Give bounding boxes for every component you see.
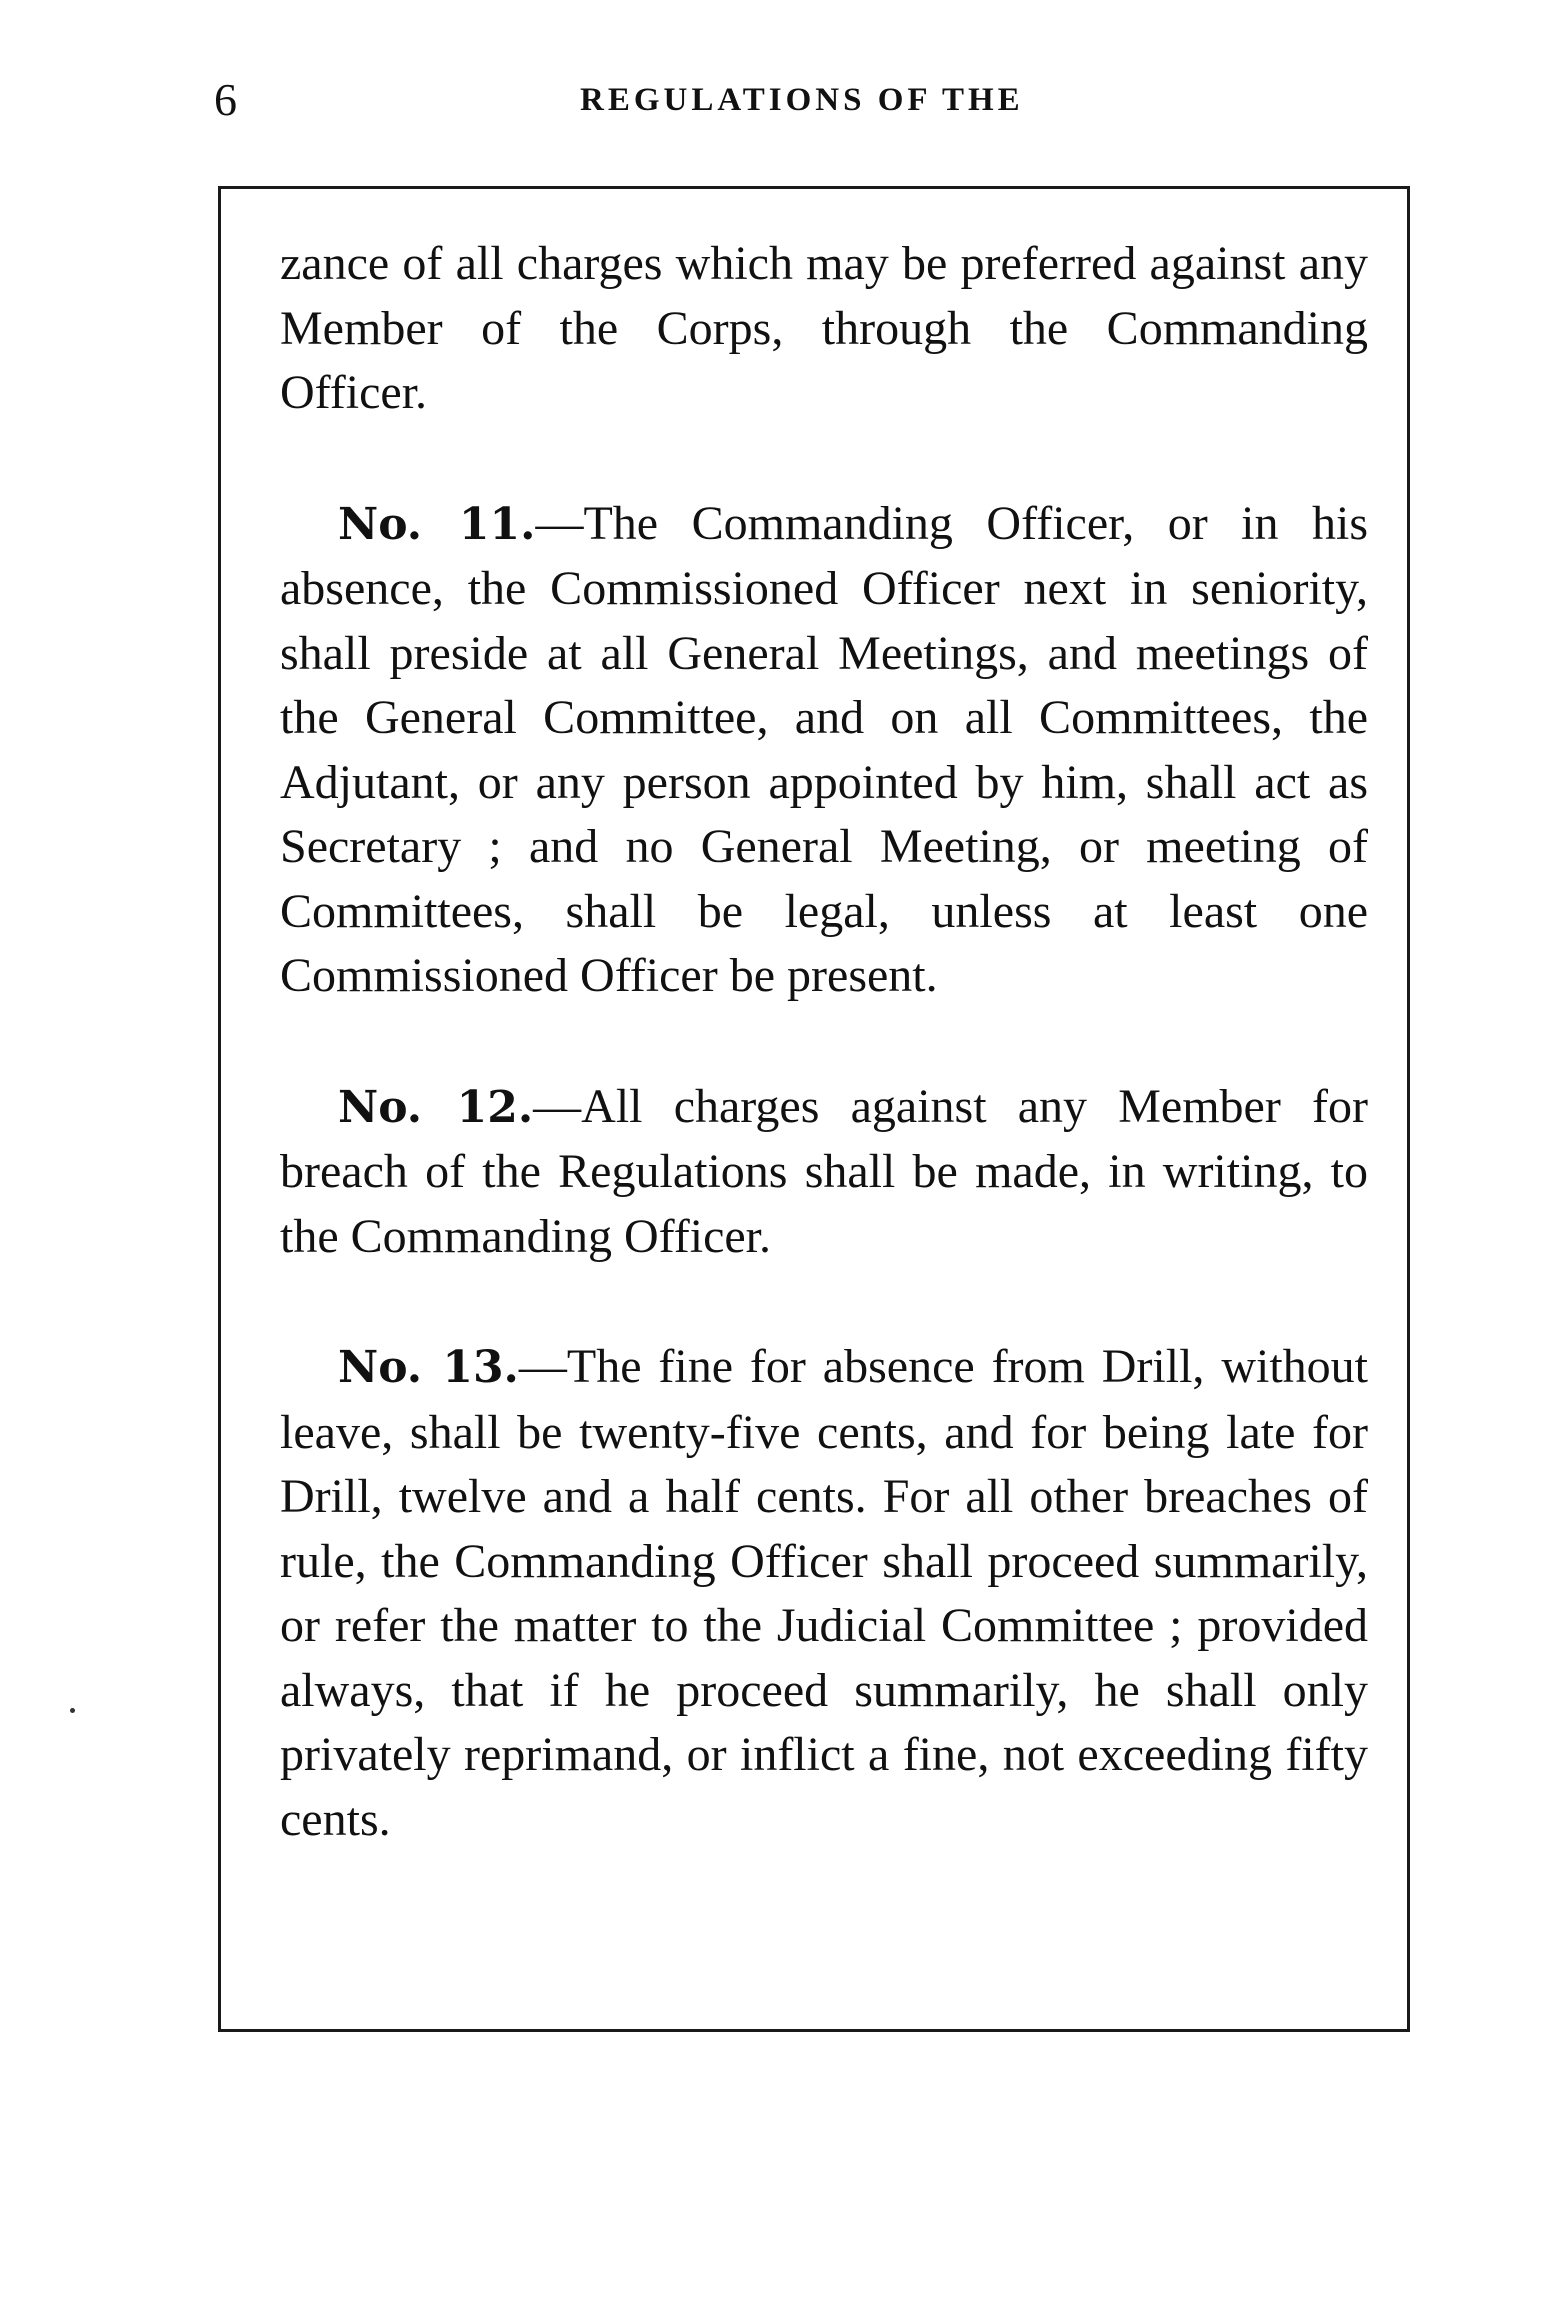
rule-number-label: No. 11. <box>338 498 536 550</box>
running-head: REGULATIONS OF THE <box>580 82 1024 118</box>
page-number: 6 <box>214 74 237 125</box>
paragraph-text: —The Commanding Officer, or in his absence, the Commissioned Officer next in seniority, shall preside at all General Meetings, and meetings of the General Committee, and on all Committees, the Adjutant, or any person appointed by him, shall act as Secretary ; and no General Meeting, or meeting of Committees, shall be legal, unless at least one Commissioned Officer be present. <box>280 496 1369 1002</box>
rule-13-paragraph <box>280 1335 1368 1852</box>
rule-number-label: No. 13. <box>338 1342 519 1393</box>
body-text <box>280 232 1368 1852</box>
rule-number-label: No. 12. <box>338 1081 534 1133</box>
paragraph-text: zance of all charges which may be preferred against any Member of the Corps, through the Commanding Officer. <box>280 237 1368 419</box>
paragraph-text: —The fine for absence from Drill, without leave, shall be twenty-five cents, and for being late for Drill, twelve and a half cents. For all other breaches of rule, the Commanding Officer shall proceed summarily, or refer the matter to the Judicial Committee ; provided always, that if he proceed summarily, he shall only privately reprimand, or inflict a fine, not exceeding fifty cents. <box>280 1340 1368 1846</box>
rule-11-paragraph <box>280 492 1368 1009</box>
ink-speck <box>70 1708 75 1713</box>
rule-12-paragraph <box>280 1075 1368 1270</box>
paragraph-text: —All charges against any Member for breach of the Regulations shall be made, in writing, to the Commanding Officer. <box>280 1079 1368 1263</box>
paragraph-continuation <box>280 232 1368 426</box>
page-header <box>0 68 1544 132</box>
